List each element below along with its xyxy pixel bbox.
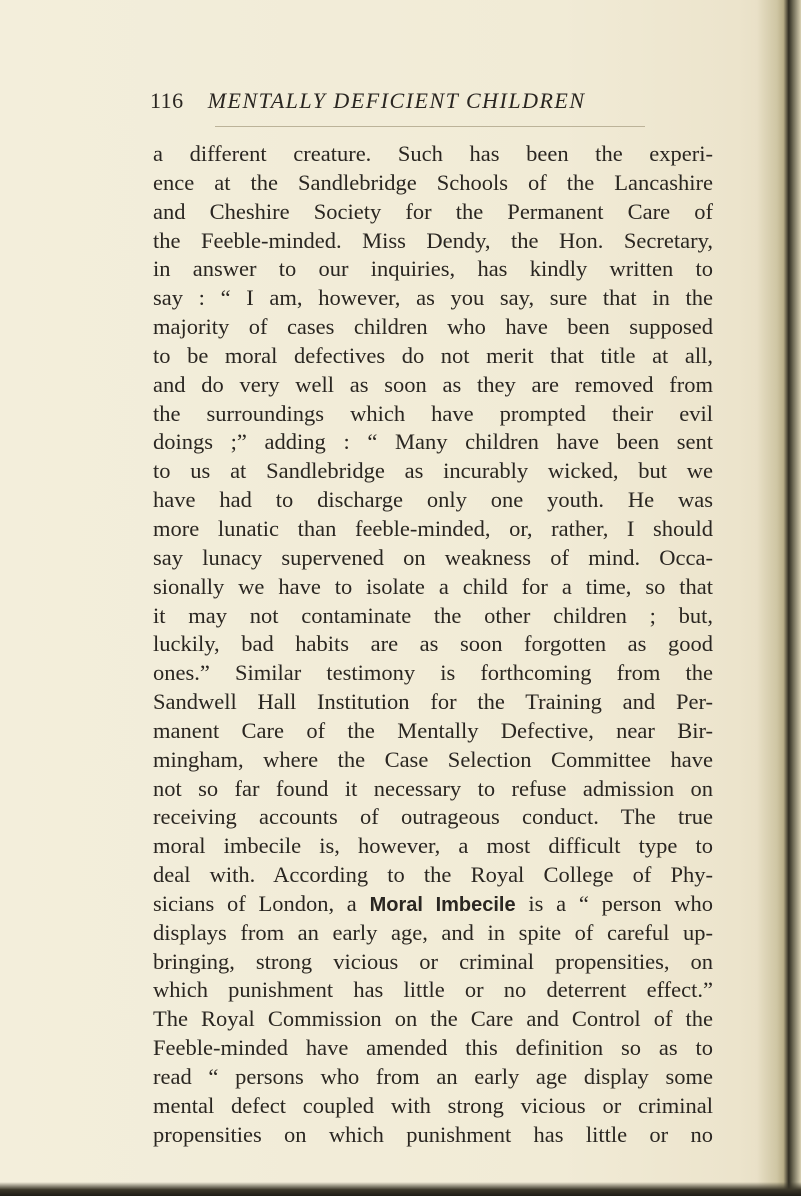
- text-line: a different creature. Such has been the experi-: [153, 141, 713, 166]
- defined-term: Moral Imbecile: [369, 893, 516, 916]
- running-header: [150, 88, 710, 116]
- text-line: ence at the Sandlebridge Schools of the Lancashire: [153, 169, 713, 195]
- text-line: the Feeble-minded. Miss Dendy, the Hon. Secretary,: [153, 227, 713, 253]
- text-line: doings ;” adding : “ Many children have been sent: [153, 429, 713, 455]
- text-line: not so far found it necessary to refuse admission on: [153, 775, 713, 801]
- text-line: and Cheshire Society for the Permanent Care of: [153, 198, 713, 224]
- text-line: mental defect coupled with strong vicious or criminal: [153, 1092, 713, 1118]
- text-line: say lunacy supervened on weakness of mind. Occa-: [153, 544, 713, 570]
- text-line: to be moral defectives do not merit that title at all,: [153, 342, 713, 368]
- text-line: in answer to our inquiries, has kindly written to: [153, 256, 713, 282]
- text-line: deal with. According to the Royal College of Phy-: [153, 862, 713, 888]
- text-line: moral imbecile is, however, a most difficult type to: [153, 833, 713, 859]
- text-line: propensities on which punishment has little or no: [153, 1121, 713, 1147]
- page-number: 116: [150, 88, 184, 113]
- text-line: Feeble-minded have amended this definition so as to: [153, 1035, 713, 1061]
- text-line: mingham, where the Case Selection Committee have: [153, 746, 713, 772]
- text-line: Sandwell Hall Institution for the Training and Per-: [153, 689, 713, 715]
- text-line: say : “ I am, however, as you say, sure that in the: [153, 285, 713, 311]
- text-line: more lunatic than feeble-minded, or, rather, I should: [153, 515, 713, 541]
- text-line: bringing, strong vicious or criminal propensities, on: [153, 948, 713, 974]
- text-segment: is a “ person who: [528, 890, 713, 916]
- text-line: manent Care of the Mentally Defective, near Bir-: [153, 717, 713, 743]
- page-bottom-shadow: [0, 1182, 801, 1196]
- text-line: it may not contaminate the other children ; but,: [153, 602, 713, 628]
- text-line: The Royal Commission on the Care and Control of the: [153, 1006, 713, 1032]
- text-line: to us at Sandlebridge as incurably wicked, but we: [153, 458, 713, 484]
- text-line: have had to discharge only one youth. He was: [153, 487, 713, 513]
- text-line: receiving accounts of outrageous conduct. The true: [153, 804, 713, 830]
- page-edge-shadow: [757, 0, 801, 1196]
- header-rule: [215, 126, 645, 127]
- text-line: displays from an early age, and in spite of careful up-: [153, 919, 713, 945]
- text-line-with-term: [153, 890, 713, 919]
- text-line: read “ persons who from an early age display some: [153, 1064, 713, 1089]
- running-title: MENTALLY DEFICIENT CHILDREN: [207, 88, 586, 113]
- text-line: which punishment has little or no deterrent effect.”: [153, 977, 713, 1003]
- text-line: luckily, bad habits are as soon forgotten as good: [153, 631, 713, 657]
- text-line: sionally we have to isolate a child for a time, so that: [153, 573, 713, 599]
- text-segment: sicians of London, a: [153, 890, 357, 916]
- text-line: the surroundings which have prompted their evil: [153, 400, 713, 426]
- text-line: and do very well as soon as they are removed from: [153, 371, 713, 397]
- body-text: [153, 140, 713, 1150]
- text-line: majority of cases children who have been supposed: [153, 314, 713, 340]
- text-line: ones.” Similar testimony is forthcoming from the: [153, 660, 713, 686]
